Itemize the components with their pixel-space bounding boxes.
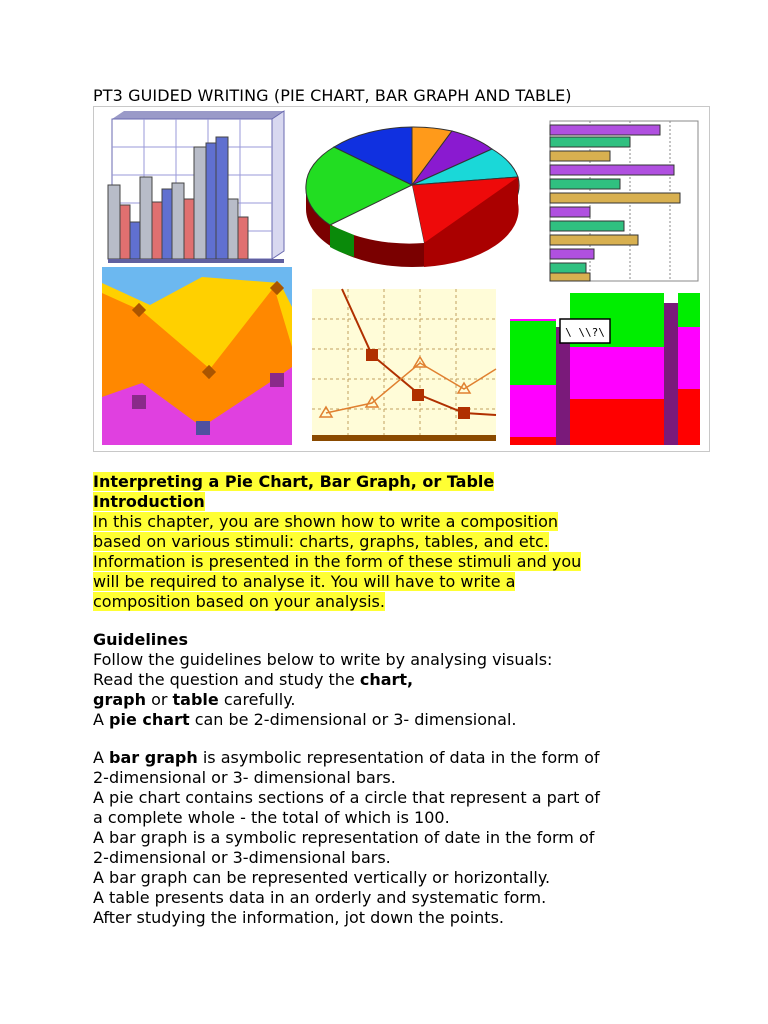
guideline-line-4-text: can be 2-dimensional or 3- dimensional.: [189, 710, 517, 729]
guideline-line-2: [93, 670, 713, 690]
guideline-line-4: [93, 710, 713, 730]
guideline-line-12: A table presents data in an orderly and systematic form.: [93, 888, 547, 907]
guideline-term-table: table: [172, 690, 219, 709]
guideline-term-chart: chart,: [359, 670, 414, 689]
guideline-line-10: 2-dimensional or 3-dimensional bars.: [93, 848, 391, 867]
guideline-line-8: a complete whole - the total of which is 100.: [93, 808, 450, 827]
line-chart-image: [312, 289, 496, 441]
guideline-line-3-end: carefully.: [218, 690, 296, 709]
intro-line-4: will be required to analyse it. You will have to write a: [93, 572, 516, 591]
intro-line-3: Information is presented in the form of these stimuli and you: [93, 552, 582, 571]
guideline-term-graph: graph: [93, 690, 146, 709]
intro-line-1: In this chapter, you are shown how to write a composition: [93, 512, 559, 531]
guideline-term-bar-graph: bar graph: [109, 748, 198, 767]
intro-line-5: composition based on your analysis.: [93, 592, 385, 611]
guideline-line-1: Follow the guidelines below to write by analysing visuals:: [93, 650, 553, 669]
guideline-line-9: A bar graph is a symbolic representation of date in the form of: [93, 828, 595, 847]
horizontal-bar-chart-image: [550, 121, 698, 281]
document-body: [93, 472, 713, 928]
guideline-line-2-text: Read the question and study the: [93, 670, 360, 689]
guideline-line-3: [93, 690, 713, 710]
pie-chart-image: [306, 127, 519, 267]
guideline-line-13: After studying the information, jot down the points.: [93, 908, 504, 927]
guideline-line-3-text: or: [145, 690, 173, 709]
guideline-line-6: 2-dimensional or 3- dimensional bars.: [93, 768, 396, 787]
guideline-line-7: A pie chart contains sections of a circle that represent a part of: [93, 788, 600, 807]
guideline-line-5-start: A: [93, 748, 110, 767]
guideline-term-pie-chart: pie chart: [109, 710, 190, 729]
chart-popup-label: \ \\?\: [565, 326, 605, 339]
section-heading-guidelines: Guidelines: [93, 630, 189, 649]
vertical-bar-chart-image: [108, 111, 284, 263]
section-heading-interpreting: Interpreting a Pie Chart, Bar Graph, or Table: [93, 472, 495, 491]
area-chart-image: [102, 267, 292, 445]
intro-line-2: based on various stimuli: charts, graphs, tables, and etc.: [93, 532, 549, 551]
guideline-line-5-text: is asymbolic representation of data in the form of: [197, 748, 600, 767]
chart-illustration-collage: [93, 106, 710, 452]
stacked-bar-chart-image: [510, 293, 700, 445]
guideline-line-4-start: A: [93, 710, 110, 729]
page-title: PT3 GUIDED WRITING (PIE CHART, BAR GRAPH AND TABLE): [93, 86, 572, 105]
guideline-line-11: A bar graph can be represented vertically or horizontally.: [93, 868, 551, 887]
guideline-line-5: [93, 748, 713, 768]
section-heading-introduction: Introduction: [93, 492, 205, 511]
